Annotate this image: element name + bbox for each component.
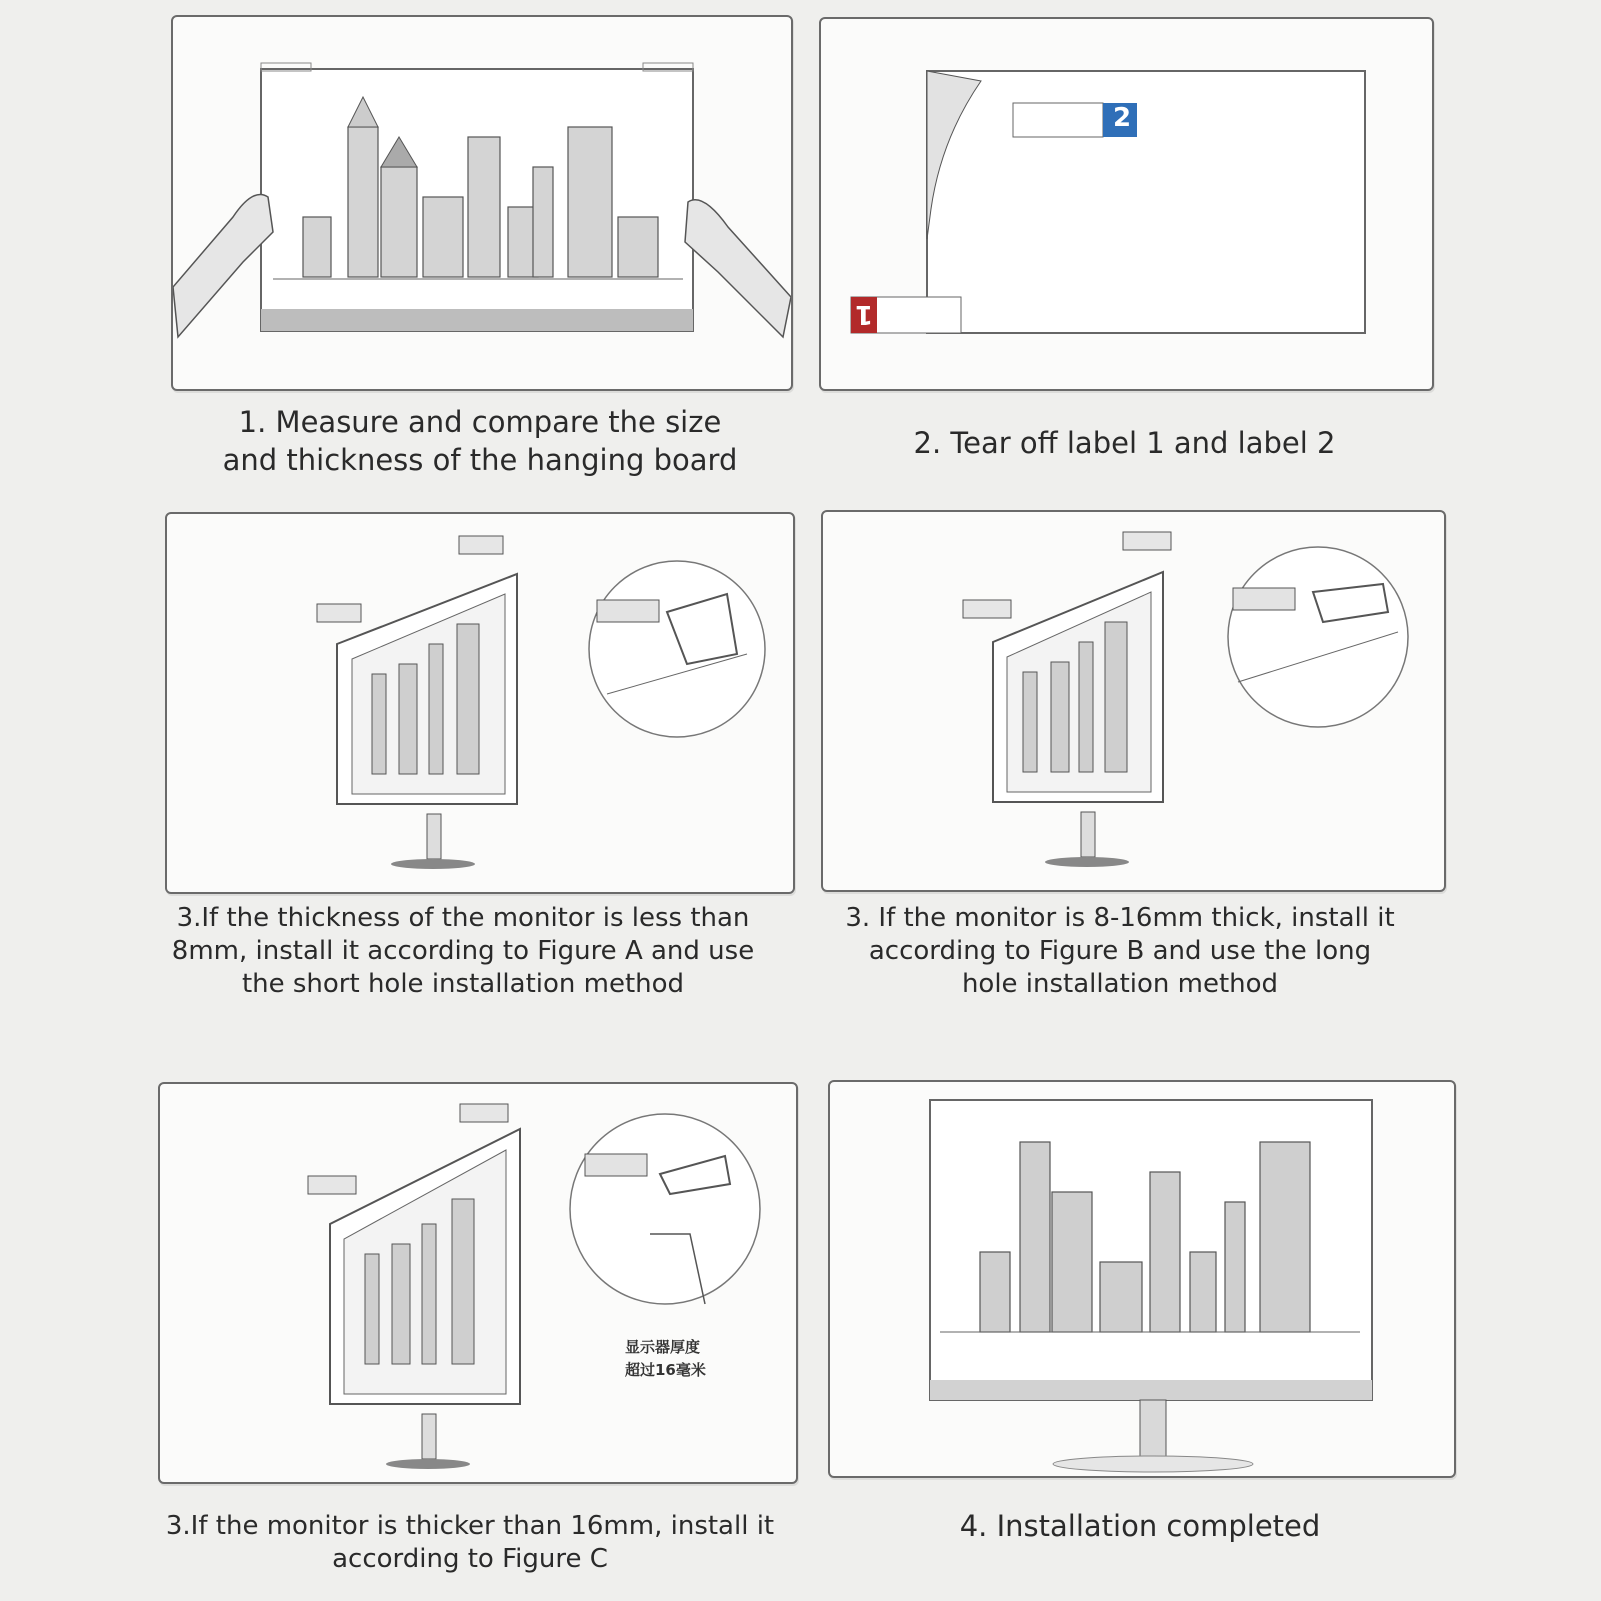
figure-b-line-3: hole installation method (961, 969, 1279, 999)
step1-line-2: and thickness of the hanging board (222, 443, 738, 477)
step4-illustration (828, 1080, 1456, 1478)
figure-a-line-1: 3.If the thickness of the monitor is less than (176, 903, 750, 933)
step1-caption (171, 403, 789, 479)
step1-illustration (171, 15, 793, 391)
figure-a-illustration (165, 512, 795, 894)
figure-b-line-2: according to Figure B and use the long (868, 936, 1372, 966)
monitor-figure-a-drawing (167, 514, 793, 892)
step2-caption (819, 424, 1430, 462)
figure-c-caption (140, 1510, 800, 1576)
figure-b-caption (800, 902, 1440, 1001)
hanging-board-drawing (173, 17, 791, 389)
figure-c-line-1: 3.If the monitor is thicker than 16mm, install it (165, 1511, 775, 1541)
figure-c-note-line-1: 显示器厚度 (625, 1338, 701, 1356)
step2-line-1: 2. Tear off label 1 and label 2 (913, 426, 1336, 460)
completed-monitor-drawing (830, 1082, 1454, 1476)
figure-c-illustration (158, 1082, 798, 1484)
label-1-number: 1 (854, 299, 874, 329)
label-2-number: 2 (1112, 103, 1132, 133)
figure-a-line-2: 8mm, install it according to Figure A and use (171, 936, 755, 966)
step4-caption (828, 1507, 1452, 1545)
figure-b-line-1: 3. If the monitor is 8-16mm thick, install it (845, 903, 1395, 933)
monitor-figure-c-drawing (160, 1084, 796, 1482)
figure-b-illustration (821, 510, 1446, 892)
label-removal-drawing (821, 19, 1432, 389)
figure-c-note-line-2: 超过16毫米 (625, 1361, 706, 1379)
step1-line-1: 1. Measure and compare the size (238, 405, 722, 439)
step4-line-1: 4. Installation completed (959, 1509, 1321, 1543)
figure-a-line-3: the short hole installation method (241, 969, 685, 999)
figure-a-caption (150, 902, 776, 1001)
step2-illustration (819, 17, 1434, 391)
monitor-figure-b-drawing (823, 512, 1444, 890)
figure-c-line-2: according to Figure C (332, 1544, 608, 1574)
